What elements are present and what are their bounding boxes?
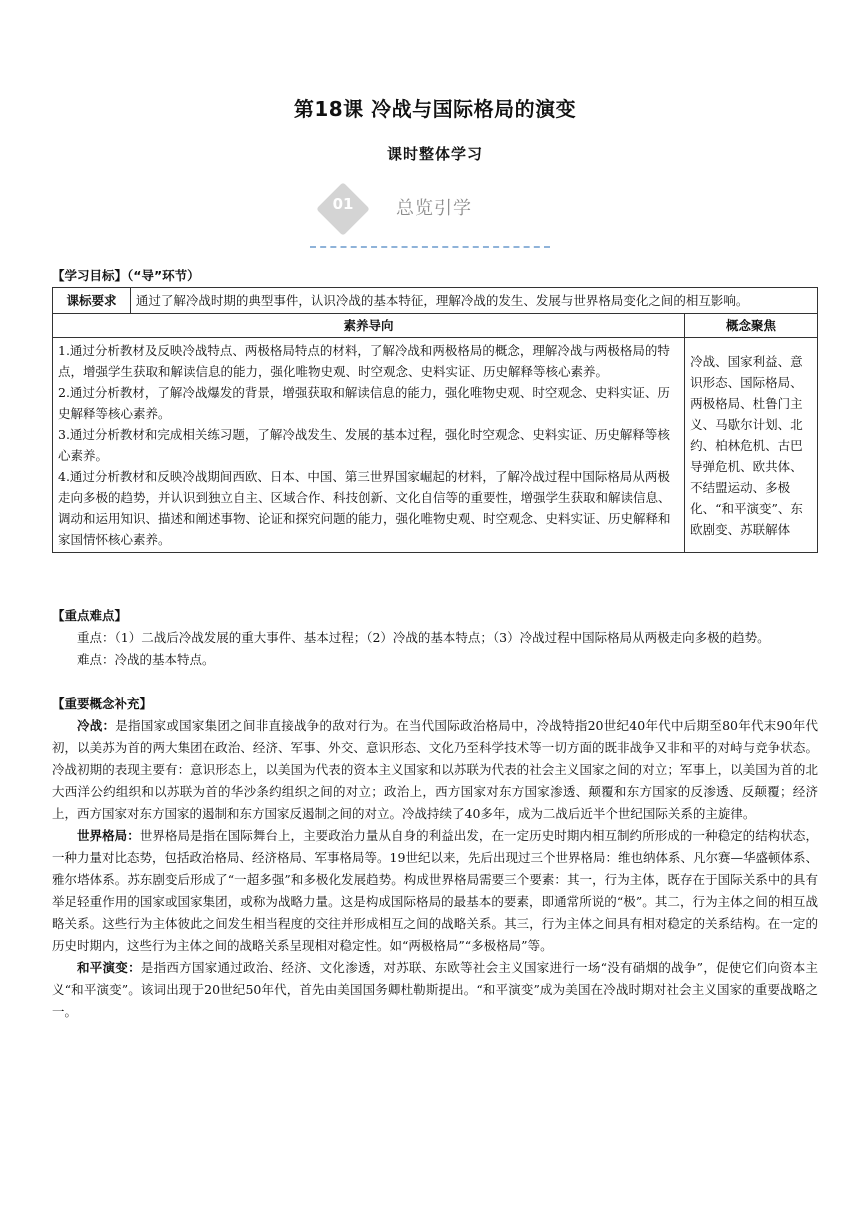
lesson-title: 第18课 冷战与国际格局的演变 [293, 97, 577, 121]
literacy-item: 4.通过分析教材和反映冷战期间西欧、日本、中国、第三世界国家崛起的材料，了解冷战过程中国际格局从两极走向多极的趋势，并认识到独立自主、区域合作、科技创新、文化自信等的重要性，增强学生获取和解读信息、调动和运用知识、描述和阐述事物、论证和探究问题的能力，强化唯物史观、时空观念、史料实证、历史解释和家国情怀核心素养。 [58, 469, 671, 547]
curriculum-label: 课标要求 [53, 288, 131, 314]
objectives-table [52, 287, 818, 553]
concept-paragraph [52, 825, 818, 957]
literacy-cell [53, 338, 685, 553]
concept-text: 是指国家或国家集团之间非直接战争的敌对行为。在当代国际政治格局中，冷战特指20世纪40年代中后期至80年代末90年代初，以美苏为首的两大集团在政治、经济、军事、外交、意识形态、文化乃至科学技术等一切方面的既非战争又非和平的对峙与竞争状态。冷战初期的表现主要有：意识形态上，以美国为代表的资本主义国家和以苏联为代表的社会主义国家之间的对立；军事上，以美国为首的北大西洋公约组织和以苏联为首的华沙条约组织之间的对立；政治上，西方国家对东方国家渗透、颠覆和东方国家的反渗透、反颠覆；经济上，西方国家对东方国家的遏制和东方国家反遏制之间的对立。冷战持续了40多年，成为二战后近半个世纪国际关系的主旋律。 [52, 718, 818, 821]
curriculum-text: 通过了解冷战时期的典型事件，认识冷战的基本特征，理解冷战的发生、发展与世界格局变化之间的相互影响。 [130, 288, 817, 314]
concept-paragraph [52, 957, 818, 1023]
banner-label: 总览引学 [396, 198, 472, 219]
objectives-heading: 【学习目标】（“导”环节） [52, 268, 200, 283]
table-header-row [53, 314, 818, 338]
banner-dashed-divider [310, 246, 550, 248]
concept-focus: 冷战、国家利益、意识形态、国际格局、两极格局、杜鲁门主义、马歇尔计划、北约、柏林危机、古巴导弹危机、欧共体、不结盟运动、多极化、“和平演变”、东欧剧变、苏联解体 [685, 338, 818, 553]
literacy-item: 3.通过分析教材和完成相关练习题，了解冷战发生、发展的基本过程，强化时空观念、史料实证、历史解释等核心素养。 [58, 427, 670, 463]
section-banner [314, 190, 554, 250]
concept-text: 是指西方国家通过政治、经济、文化渗透，对苏联、东欧等社会主义国家进行一场“没有硝烟的战争”，促使它们向资本主义“和平演变”。该词出现于20世纪50年代，首先由美国国务卿杜勒斯提出。“和平演变”成为美国在冷战时期对社会主义国家的重要战略之一。 [52, 960, 818, 1019]
curriculum-row [53, 288, 818, 314]
concepts-supplement-section [52, 693, 818, 1023]
banner-number: 01 [332, 195, 354, 213]
concept-header: 概念聚焦 [685, 314, 818, 338]
keypoints-heading: 【重点难点】 [52, 608, 128, 623]
literacy-row [53, 338, 818, 553]
concepts-supplement-heading: 【重要概念补充】 [52, 696, 153, 711]
literacy-header: 素养导向 [53, 314, 685, 338]
key-points-text: 重点：（1）二战后冷战发展的重大事件、基本过程；（2）冷战的基本特点；（3）冷战过程中国际格局从两极走向多极的趋势。 [77, 630, 770, 645]
concept-text: 世界格局是指在国际舞台上，主要政治力量从自身的利益出发，在一定历史时期内相互制约所形成的一种稳定的结构状态，一种力量对比态势，包括政治格局、经济格局、军事格局等。19世纪以来，先后出现过三个世界格局：维也纳体系、凡尔赛—华盛顿体系、雅尔塔体系。苏东剧变后形成了“一超多强”和多极化发展趋势。构成世界格局需要三个要素：其一，行为主体，既存在于国际关系中的具有举足轻重作用的国家或国家集团，或称为战略力量。这是构成国际格局的最基本的要素，即通常所说的“极”。其二，行为主体之间的相互战略关系。这些行为主体彼此之间发生相当程度的交往并形成相互之间的战略关系。其三，行为主体之间具有相对稳定的关系结构。在一定的历史时期内，这些行为主体之间的战略关系呈现相对稳定性。如“两极格局”“多极格局”等。 [52, 828, 818, 953]
literacy-item: 1.通过分析教材及反映冷战特点、两极格局特点的材料，了解冷战和两极格局的概念，理解冷战与两极格局的特点，增强学生获取和解读信息的能力，强化唯物史观、时空观念、史料实证、历史解释等核心素养。 [58, 343, 670, 379]
concept-term: 和平演变： [77, 960, 141, 975]
lesson-subtitle: 课时整体学习 [386, 145, 483, 163]
concept-term: 冷战： [77, 718, 116, 733]
concept-term: 世界格局： [77, 828, 140, 843]
literacy-item: 2.通过分析教材，了解冷战爆发的背景，增强获取和解读信息的能力，强化唯物史观、时空观念、史料实证、历史解释等核心素养。 [58, 385, 670, 421]
difficult-points-text: 难点：冷战的基本特点。 [77, 652, 215, 667]
concept-paragraph [52, 715, 818, 825]
keypoints-section [52, 605, 818, 671]
